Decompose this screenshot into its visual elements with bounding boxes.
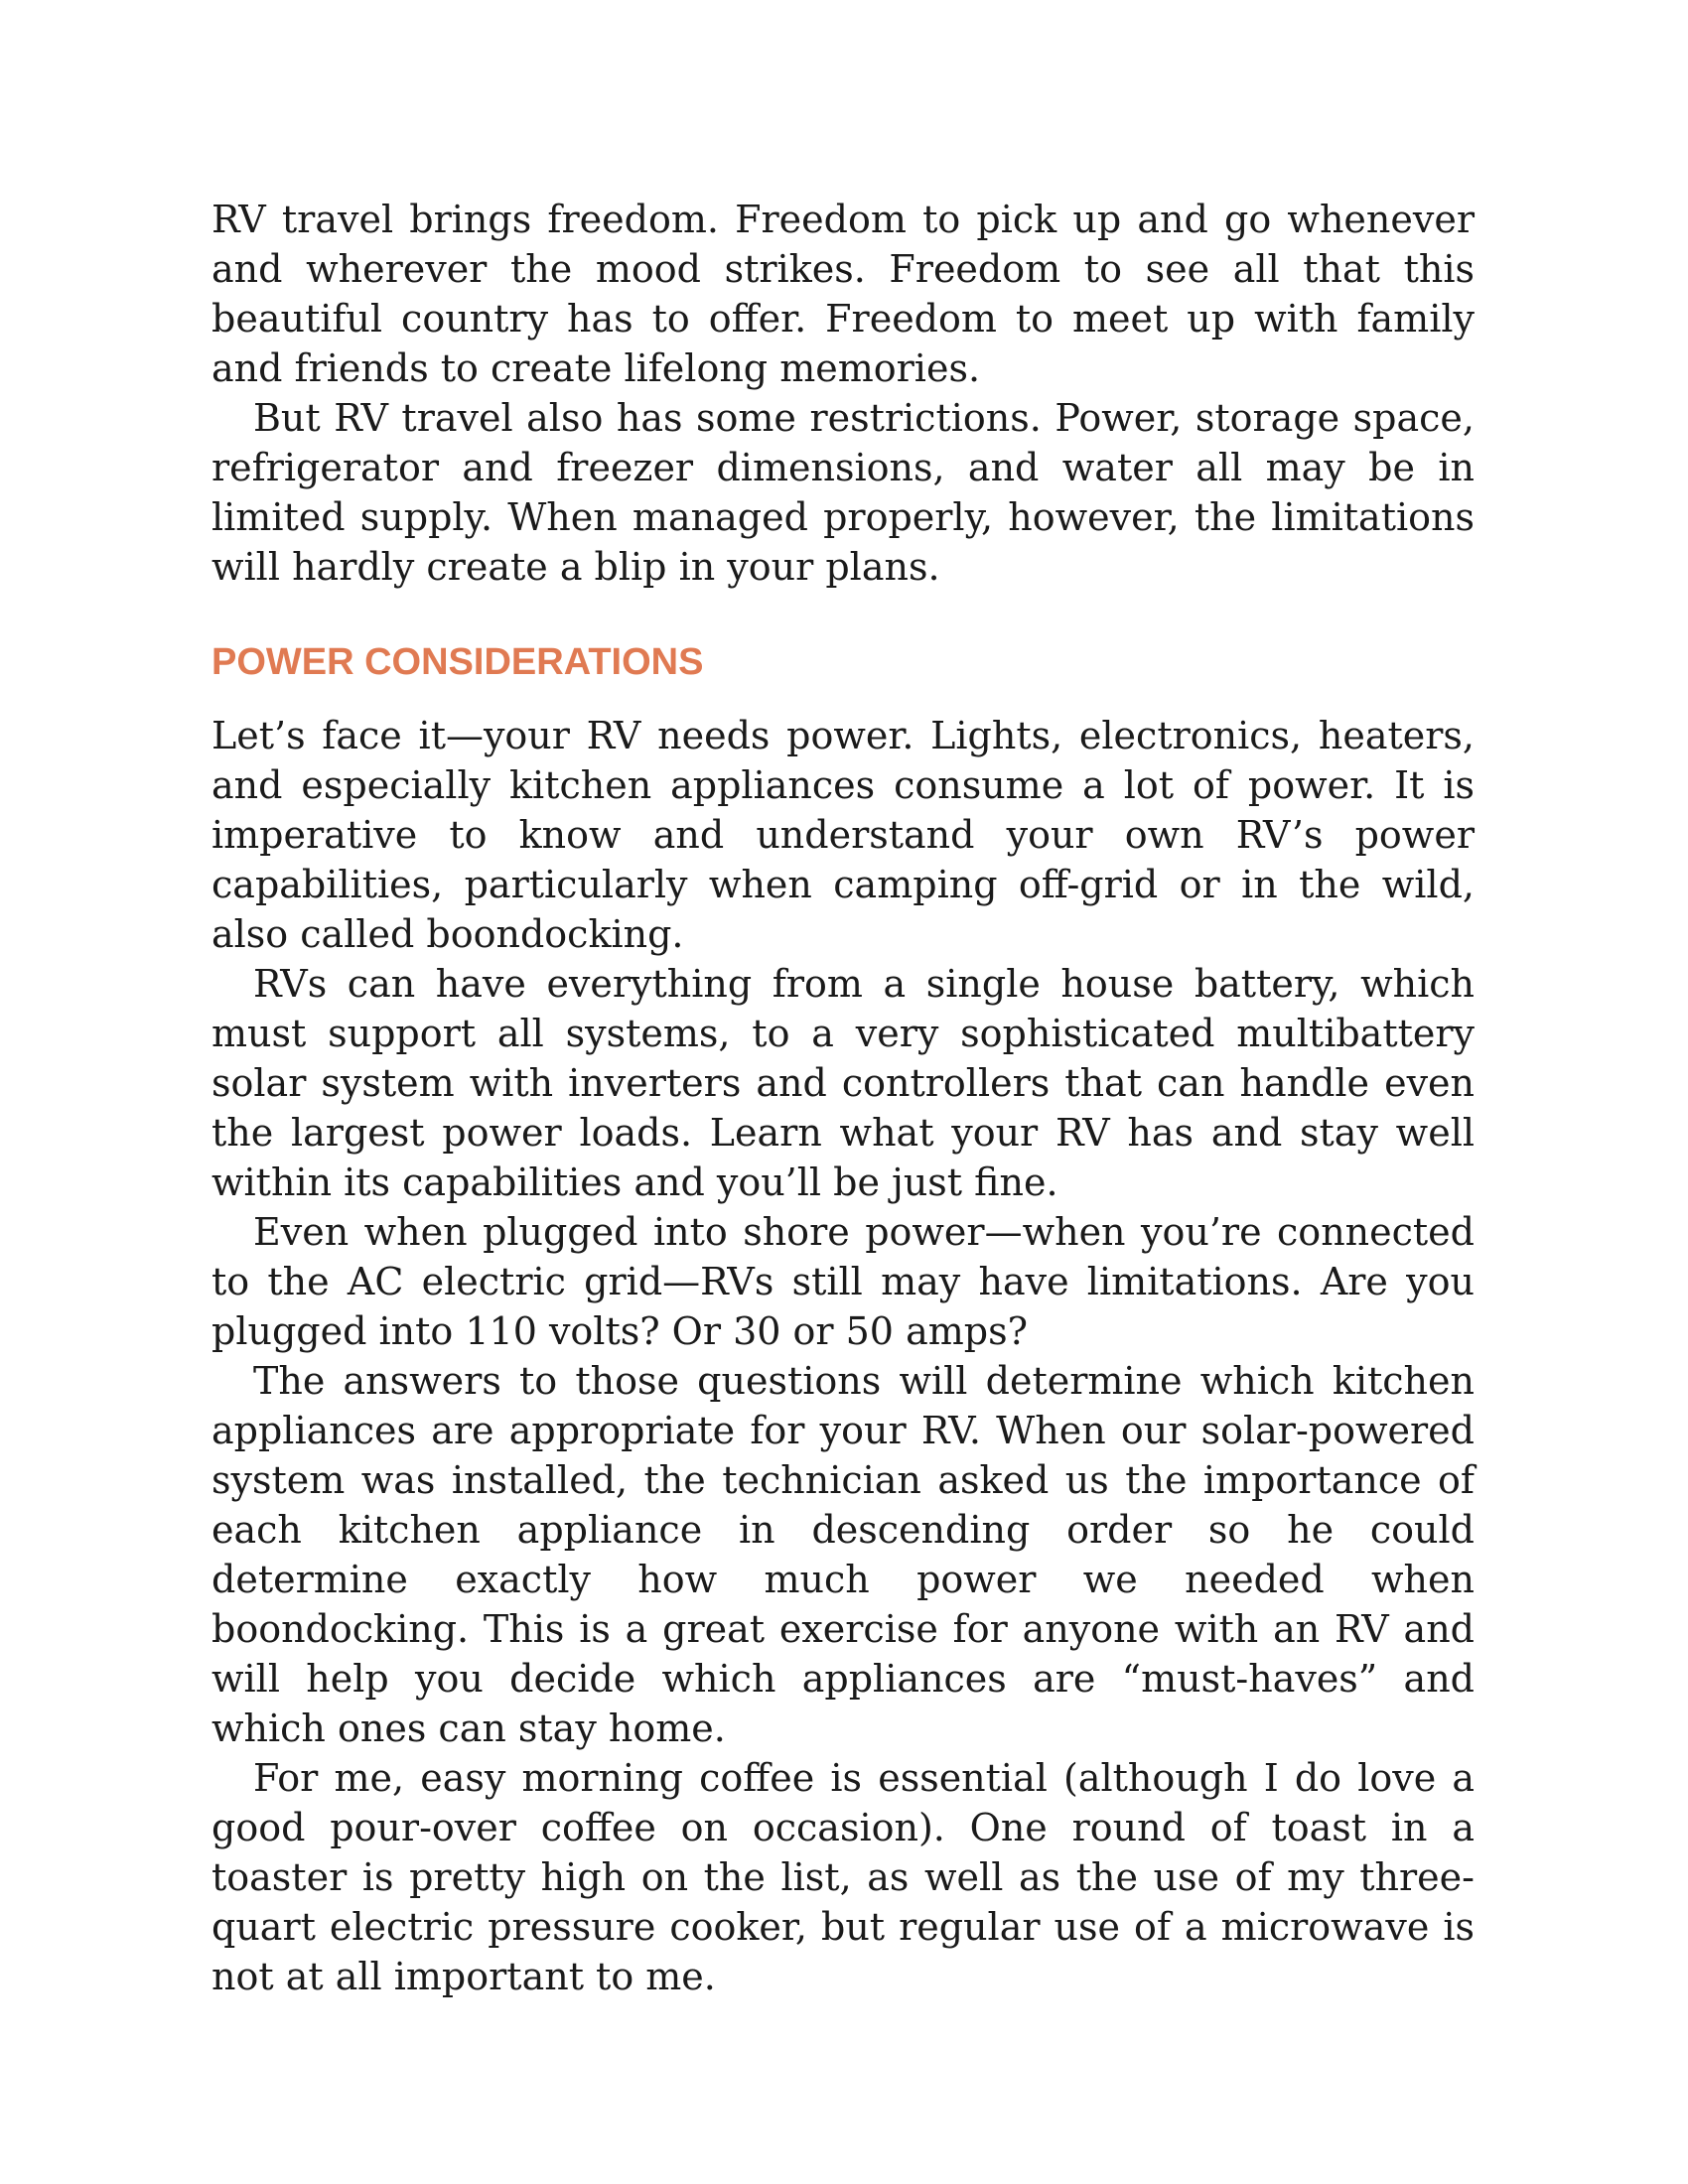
section-paragraph-4: The answers to those questions will determine which kitchen appliances are appropriate for your RV. When our solar-powered system was installed, the technician asked us the importance of each kitchen appliance in descending order so he could determine exactly how much power we needed when boondocking. This is a great exercise for anyone with an RV and will help you decide which appliances are “must-haves” and which ones can stay home. bbox=[211, 1359, 1475, 1750]
page-body bbox=[211, 195, 1475, 2001]
intro-paragraph-2: But RV travel also has some restrictions. Power, storage space, refrigerator and freezer dimensions, and water all may be in limited supply. When managed properly, however, the limitations will hardly create a blip in your plans. bbox=[211, 396, 1475, 589]
section-paragraph-5: For me, easy morning coffee is essential (although I do love a good pour-over coffee on occasion). One round of toast in a toaster is pretty high on the list, as well as the use of my three-quart electric pressure cooker, but regular use of a microwave is not at all important to me. bbox=[211, 1756, 1475, 1998]
section-paragraph-1: Let’s face it—your RV needs power. Lights, electronics, heaters, and especially kitchen appliances consume a lot of power. It is imperative to know and understand your own RV’s power capabilities, particularly when camping off-grid or in the wild, also called boondocking. bbox=[211, 714, 1475, 956]
section-heading: POWER CONSIDERATIONS bbox=[211, 641, 704, 683]
intro-paragraph-1: RV travel brings freedom. Freedom to pick up and go whenever and wherever the mood strikes. Freedom to see all that this beautiful country has to offer. Freedom to meet up with family and friends to create lifelong memories. bbox=[211, 198, 1475, 390]
section-paragraph-2: RVs can have everything from a single house battery, which must support all systems, to a very sophisticated multibattery solar system with inverters and controllers that can handle even the largest power loads. Learn what your RV has and stay well within its capabilities and you’ll be just fine. bbox=[211, 962, 1475, 1204]
section-paragraph-3: Even when plugged into shore power—when you’re connected to the AC electric grid—RVs still may have limitations. Are you plugged into 110 volts? Or 30 or 50 amps? bbox=[211, 1210, 1475, 1353]
